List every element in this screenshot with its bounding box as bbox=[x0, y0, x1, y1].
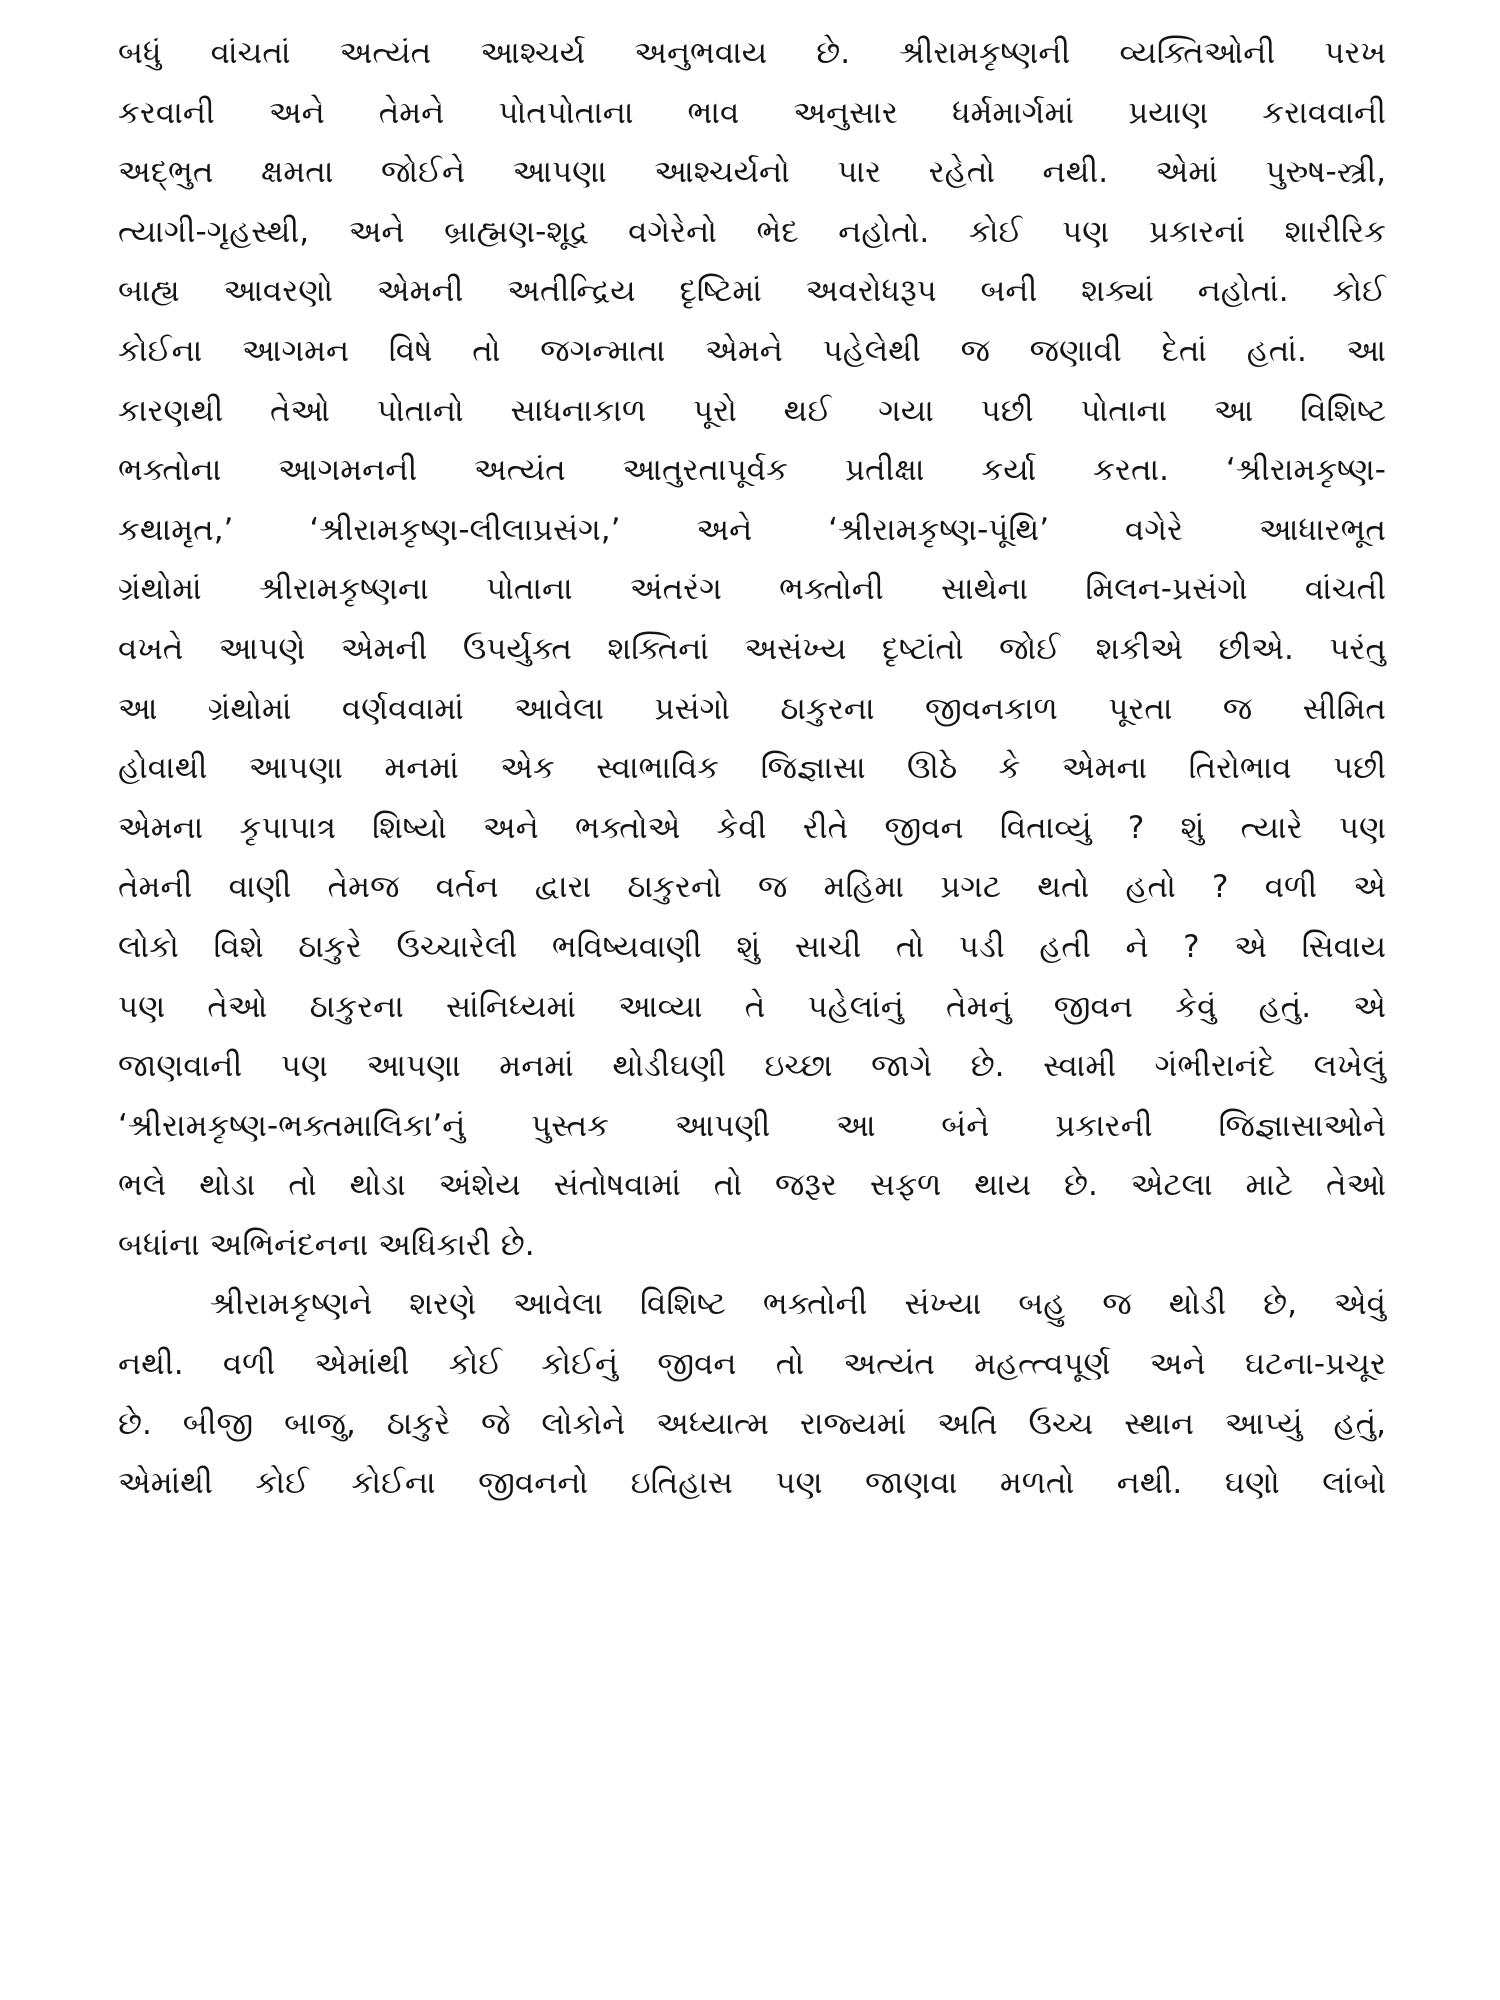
text-line: એમના કૃપાપાત્ર શિષ્યો અને ભક્તોએ કેવી રીતે જીવન વિતાવ્યું ? શું ત્યારે પણ bbox=[118, 809, 1386, 846]
text-line: નથી. વળી એમાંથી કોઈ કોઈનું જીવન તો અત્યંત મહત્ત્વપૂર્ણ અને ઘટના-પ્રચૂર bbox=[118, 1346, 1386, 1383]
text-line: વખતે આપણે એમની ઉપર્યુક્ત શક્તિનાં અસંખ્ય દૃષ્ટાંતો જોઈ શકીએ છીએ. પરંતુ bbox=[118, 630, 1386, 667]
text-line: ત્યાગી-ગૃહસ્થી, અને બ્રાહ્મણ-શૂદ્ર વગેરેનો ભેદ નહોતો. કોઈ પણ પ્રકારનાં શારીરિક bbox=[118, 213, 1386, 250]
body-text bbox=[118, 24, 1386, 1514]
text-line: છે. બીજી બાજુ, ઠાકુરે જે લોકોને અધ્યાત્મ રાજ્યમાં અતિ ઉચ્ચ સ્થાન આપ્યું હતું, bbox=[118, 1405, 1386, 1442]
text-line: ભલે થોડા તો થોડા અંશેય સંતોષવામાં તો જરૂર સફળ થાય છે. એટલા માટે તેઓ bbox=[118, 1167, 1386, 1204]
text-line: પણ તેઓ ઠાકુરના સાંનિધ્યમાં આવ્યા તે પહેલાંનું તેમનું જીવન કેવું હતું. એ bbox=[118, 988, 1386, 1025]
text-line: હોવાથી આપણા મનમાં એક સ્વાભાવિક જિજ્ઞાસા ઊઠે કે એમના તિરોભાવ પછી bbox=[118, 750, 1386, 787]
text-line: કોઈના આગમન વિષે તો જગન્માતા એમને પહેલેથી જ જણાવી દેતાં હતાં. આ bbox=[118, 332, 1386, 369]
text-line: તેમની વાણી તેમજ વર્તન દ્વારા ઠાકુરનો જ મહિમા પ્રગટ થતો હતો ? વળી એ bbox=[118, 869, 1386, 906]
text-line: ભક્તોના આગમનની અત્યંત આતુરતાપૂર્વક પ્રતીક્ષા કર્યા કરતા. ‘શ્રીરામકૃષ્ણ- bbox=[118, 452, 1386, 489]
text-line: બધું વાંચતાં અત્યંત આશ્ચર્ય અનુભવાય છે. શ્રીરામકૃષ્ણની વ્યક્તિઓની પરખ bbox=[118, 35, 1386, 71]
text-line: ‘શ્રીરામકૃષ્ણ-ભક્તમાલિકા’નું પુસ્તક આપણી આ બંને પ્રકારની જિજ્ઞાસાઓને bbox=[118, 1107, 1386, 1144]
text-line: કારણથી તેઓ પોતાનો સાધનાકાળ પૂરો થઈ ગયા પછી પોતાના આ વિશિષ્ટ bbox=[118, 392, 1386, 429]
text-line: ગ્રંથોમાં શ્રીરામકૃષ્ણના પોતાના અંતરંગ ભક્તોની સાથેના મિલન-પ્રસંગો વાંચતી bbox=[118, 571, 1386, 608]
text-line: બધાંના અભિનંદનના અધિકારી છે. bbox=[118, 1226, 535, 1263]
paragraph-1 bbox=[118, 24, 1386, 1275]
text-line: લોકો વિશે ઠાકુરે ઉચ્ચારેલી ભવિષ્યવાણી શું સાચી તો પડી હતી ને ? એ સિવાય bbox=[118, 928, 1386, 965]
text-line: બાહ્ય આવરણો એમની અતીન્દ્રિય દૃષ્ટિમાં અવરોધરૂપ બની શક્યાં નહોતાં. કોઈ bbox=[118, 273, 1386, 310]
text-line: અદ્‌ભુત ક્ષમતા જોઈને આપણા આશ્ચર્યનો પાર રહેતો નથી. એમાં પુરુષ-સ્ત્રી, bbox=[118, 154, 1386, 191]
text-line: કથામૃત,’ ‘શ્રીરામકૃષ્ણ-લીલાપ્રસંગ,’ અને ‘શ્રીરામકૃષ્ણ-પૂંથિ’ વગેરે આધારભૂત bbox=[118, 511, 1386, 548]
text-line: જાણવાની પણ આપણા મનમાં થોડીઘણી ઇચ્છા જાગે છે. સ્વામી ગંભીરાનંદે લખેલું bbox=[118, 1048, 1386, 1085]
paragraph-2 bbox=[118, 1275, 1386, 1513]
text-line: એમાંથી કોઈ કોઈના જીવનનો ઇતિહાસ પણ જાણવા મળતો નથી. ઘણો લાંબો bbox=[118, 1465, 1386, 1502]
text-line: શ્રીરામકૃષ્ણને શરણે આવેલા વિશિષ્ટ ભક્તોની સંખ્યા બહુ જ થોડી છે, એવું bbox=[210, 1286, 1386, 1323]
text-line: આ ગ્રંથોમાં વર્ણવવામાં આવેલા પ્રસંગો ઠાકુરના જીવનકાળ પૂરતા જ સીમિત bbox=[118, 690, 1386, 727]
text-line: કરવાની અને તેમને પોતપોતાના ભાવ અનુસાર ધર્મમાર્ગમાં પ્રયાણ કરાવવાની bbox=[118, 94, 1386, 131]
